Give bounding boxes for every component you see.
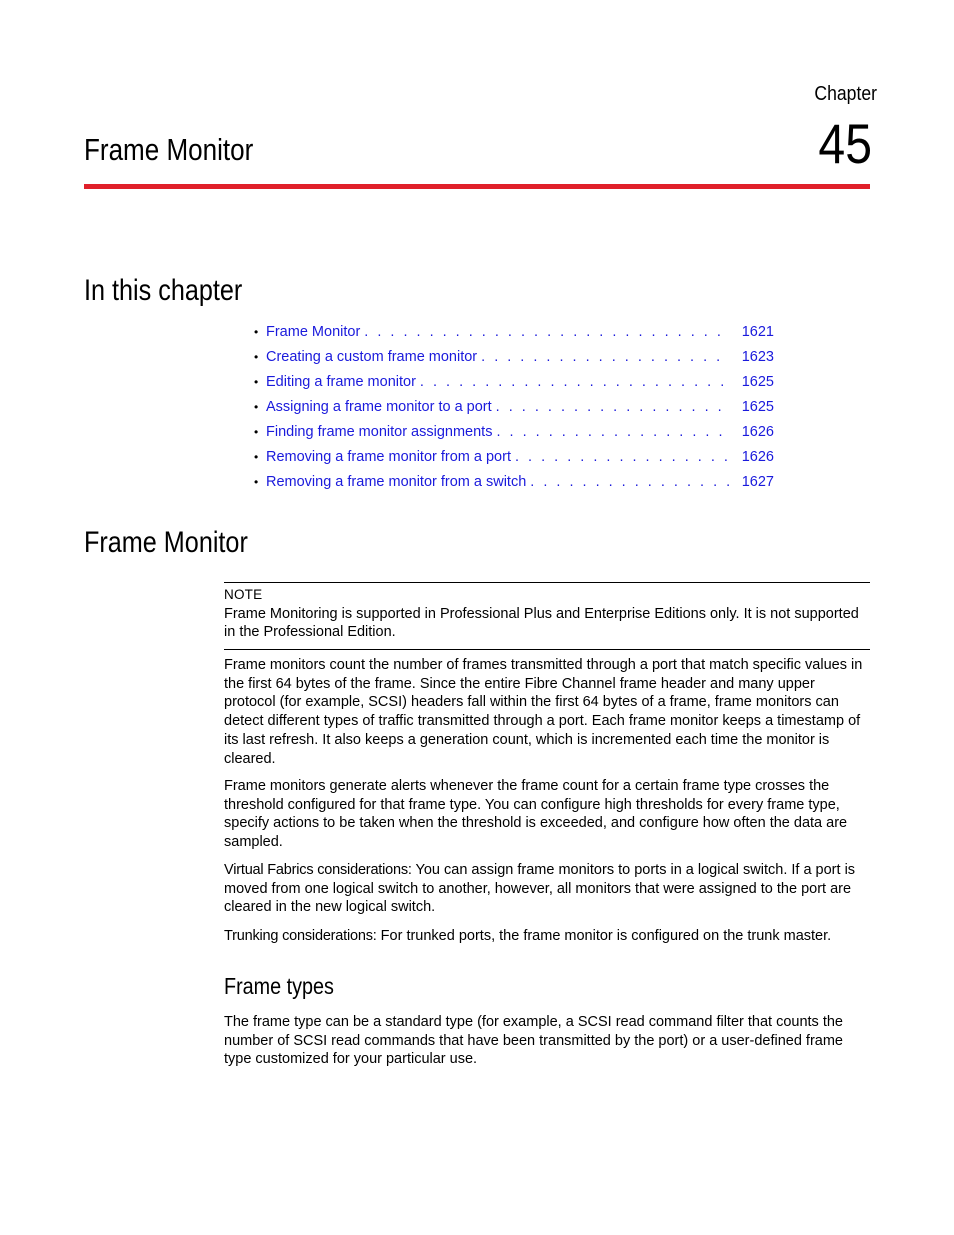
toc-link[interactable]: Finding frame monitor assignments bbox=[266, 424, 493, 440]
toc-item[interactable] bbox=[254, 345, 774, 370]
trunking-text: For trunked ports, the frame monitor is configured on the trunk master. bbox=[376, 928, 832, 944]
toc-leader bbox=[496, 395, 730, 420]
toc-bullet: • bbox=[254, 350, 259, 364]
trunking-paragraph bbox=[224, 927, 870, 946]
toc-page[interactable]: 1626 bbox=[741, 449, 774, 465]
toc-page[interactable]: 1621 bbox=[741, 324, 774, 340]
toc-leader bbox=[496, 420, 730, 445]
toc-link[interactable]: Creating a custom frame monitor bbox=[266, 349, 478, 365]
toc-bullet: • bbox=[254, 400, 259, 414]
chapter-title: Frame Monitor bbox=[84, 132, 254, 167]
toc-item[interactable] bbox=[254, 370, 774, 395]
toc-item[interactable] bbox=[254, 420, 774, 445]
chapter-number: 45 bbox=[818, 112, 872, 175]
note-text: Frame Monitoring is supported in Professional Plus and Enterprise Editions only. It is not supported in the Professional Edition. bbox=[224, 605, 859, 640]
toc-item[interactable] bbox=[254, 320, 774, 345]
toc-link[interactable]: Editing a frame monitor bbox=[266, 374, 416, 390]
toc-link[interactable]: Assigning a frame monitor to a port bbox=[266, 399, 492, 415]
toc-bullet: • bbox=[254, 425, 259, 439]
toc-page[interactable]: 1627 bbox=[741, 474, 774, 490]
trunking-label: Trunking considerations: bbox=[224, 928, 377, 944]
toc-leader bbox=[481, 345, 730, 370]
virtual-fabrics-paragraph bbox=[224, 861, 870, 917]
toc-link[interactable]: Removing a frame monitor from a switch bbox=[266, 474, 527, 490]
body-paragraph: The frame type can be a standard type (for example, a SCSI read command filter that counts the number of SCSI read commands that have been transmitted by the port) or a user-defined frame type customized for your particular use. bbox=[224, 1014, 843, 1068]
note-box bbox=[224, 582, 870, 650]
toc-bullet: • bbox=[254, 375, 259, 389]
note-label: NOTE bbox=[224, 587, 263, 602]
toc-item[interactable] bbox=[254, 445, 774, 470]
toc-page[interactable]: 1625 bbox=[741, 399, 774, 415]
subsection-heading: Frame types bbox=[224, 973, 334, 999]
section-heading: Frame Monitor bbox=[84, 526, 248, 559]
chapter-rule bbox=[84, 184, 870, 189]
toc-heading: In this chapter bbox=[84, 274, 243, 307]
toc-bullet: • bbox=[254, 325, 259, 339]
toc-list bbox=[254, 320, 774, 495]
toc-link[interactable]: Frame Monitor bbox=[266, 324, 361, 340]
virtual-fabrics-label: Virtual Fabrics considerations: bbox=[224, 862, 412, 878]
toc-leader bbox=[515, 445, 730, 470]
toc-leader bbox=[420, 370, 730, 395]
toc-page[interactable]: 1625 bbox=[741, 374, 774, 390]
toc-item[interactable] bbox=[254, 470, 774, 495]
virtual-fabrics-text: You can assign frame monitors to ports in a logical switch. If a port is moved from one logical switch to another, however, all monitors that were assigned to the port are cleared in the new logical switch. bbox=[224, 862, 856, 916]
toc-item[interactable] bbox=[254, 395, 774, 420]
body-paragraph: Frame monitors generate alerts whenever the frame count for a certain frame type crosses the threshold configured for that frame type. You can configure high thresholds for every frame type, specify actions to be taken when the threshold is exceeded, and configure how often the data are sampled. bbox=[224, 778, 848, 851]
toc-page[interactable]: 1623 bbox=[741, 349, 774, 365]
body-paragraph: Frame monitors count the number of frames transmitted through a port that match specific values in the first 64 bytes of the frame. Since the entire Fibre Channel frame header and many upper protocol (for example, SCSI) headers fall within the first 64 bytes of a frame, frame monitors can detect different types of traffic transmitted through a port. Each frame monitor keeps a timestamp of its last refresh. It also keeps a generation count, which is incremented each time the monitor is cleared. bbox=[224, 657, 863, 767]
toc-bullet: • bbox=[254, 450, 259, 464]
toc-link[interactable]: Removing a frame monitor from a port bbox=[266, 449, 511, 465]
toc-bullet: • bbox=[254, 475, 259, 489]
toc-leader bbox=[530, 470, 730, 495]
toc-page[interactable]: 1626 bbox=[741, 424, 774, 440]
toc-leader bbox=[364, 320, 730, 345]
chapter-label: Chapter bbox=[814, 83, 877, 105]
